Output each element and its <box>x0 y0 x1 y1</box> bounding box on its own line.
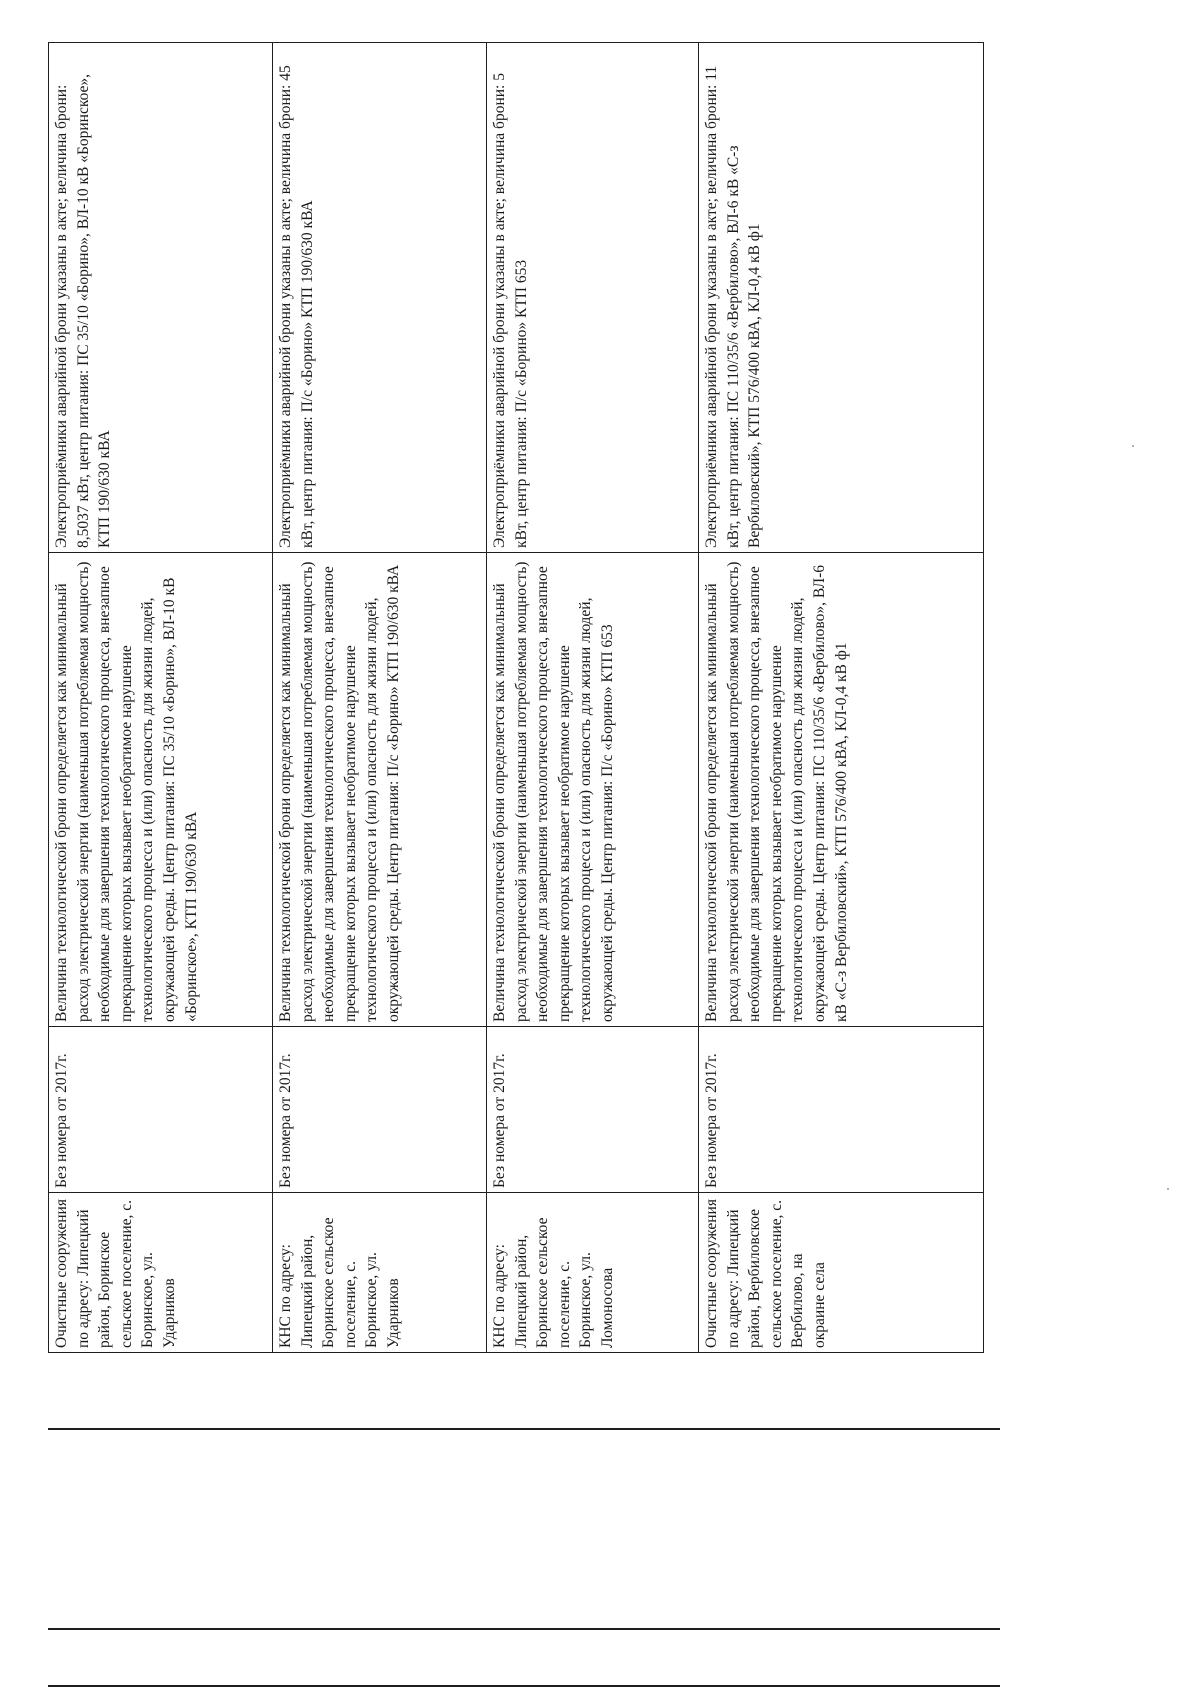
act-cell: Без номера от 2017г. <box>699 1027 984 1193</box>
technological-reserve-cell: Величина технологической брони определяется как минимальный расход электрической энергии (наименьшая потребляемая мощность) необходимые для завершения технологического процесса, внезапное прекращение которых вызывает необратимое нарушение технологического процесса и (или) опасность для жизни людей, окружающей среды. Центр питания: П/с «Борино» КТП 653 <box>487 553 699 1027</box>
table-row <box>699 43 984 1353</box>
emergency-reserve-cell: Электроприёмники аварийной брони указаны в акте; величина брони: 11 кВт, центр питания: ПС 110/35/6 «Вербилово», ВЛ-6 кВ «С-з Вербиловский», КТП 576/400 кВА, КЛ-0,4 кВ ф1 <box>699 43 984 553</box>
emergency-reserve-cell: Электроприёмники аварийной брони указаны в акте; величина брони: 8,5037 кВт, центр питания: ПС 35/10 «Борино», ВЛ-10 кВ «Боринское», КТП 190/630 кВА <box>49 43 273 553</box>
separator-line <box>48 1685 1000 1687</box>
object-cell: КНС по адресу: Липецкий район, Боринское сельское поселение, с. Боринское, ул. Ломоносова <box>487 1193 699 1353</box>
emergency-reserve-cell: Электроприёмники аварийной брони указаны в акте; величина брони: 5 кВт, центр питания: П/с «Борино» КТП 653 <box>487 43 699 553</box>
object-cell: КНС по адресу: Липецкий район, Боринское сельское поселение, с. Боринское, ул. Ударников <box>273 1193 487 1353</box>
technological-reserve-cell: Величина технологической брони определяется как минимальный расход электрической энергии (наименьшая потребляемая мощность) необходимые для завершения технологического процесса, внезапное прекращение которых вызывает необратимое нарушение технологического процесса и (или) опасность для жизни людей, окружающей среды. Центр питания: П/с «Борино» КТП 190/630 кВА <box>273 553 487 1027</box>
emergency-reserve-cell: Электроприёмники аварийной брони указаны в акте; величина брони: 45 кВт, центр питания: П/с «Борино» КТП 190/630 кВА <box>273 43 487 553</box>
separator-line <box>48 1628 1000 1630</box>
table-row <box>49 43 273 1353</box>
rotated-table-wrapper <box>48 43 983 1353</box>
table-row <box>273 43 487 1353</box>
scan-speck <box>1167 1188 1169 1190</box>
separator-line <box>48 1428 1000 1430</box>
scan-speck <box>1132 445 1134 447</box>
technological-reserve-cell: Величина технологической брони определяется как минимальный расход электрической энергии (наименьшая потребляемая мощность) необходимые для завершения технологического процесса, внезапное прекращение которых вызывает необратимое нарушение технологического процесса и (или) опасность для жизни людей, окружающей среды. Центр питания: ПС 35/10 «Борино», ВЛ-10 кВ «Боринское», КТП 190/630 кВА <box>49 553 273 1027</box>
object-cell: Очистные сооружения по адресу: Липецкий район, Боринское сельское поселение, с. Боринское, ул. Ударников <box>49 1193 273 1353</box>
object-cell: Очистные сооружения по адресу: Липецкий район, Вербиловское сельское поселение, с. Вербилово, на окраине села <box>699 1193 984 1353</box>
act-cell: Без номера от 2017г. <box>273 1027 487 1193</box>
table-row <box>487 43 699 1353</box>
power-reserve-table <box>48 42 984 1353</box>
technological-reserve-cell: Величина технологической брони определяется как минимальный расход электрической энергии (наименьшая потребляемая мощность) необходимые для завершения технологического процесса, внезапное прекращение которых вызывает необратимое нарушение технологического процесса и (или) опасность для жизни людей, окружающей среды. Центр питания: ПС 110/35/6 «Вербилово», ВЛ-6 кВ «С-з Вербиловский», КТП 576/400 кВА, КЛ-0,4 кВ ф1 <box>699 553 984 1027</box>
act-cell: Без номера от 2017г. <box>49 1027 273 1193</box>
act-cell: Без номера от 2017г. <box>487 1027 699 1193</box>
